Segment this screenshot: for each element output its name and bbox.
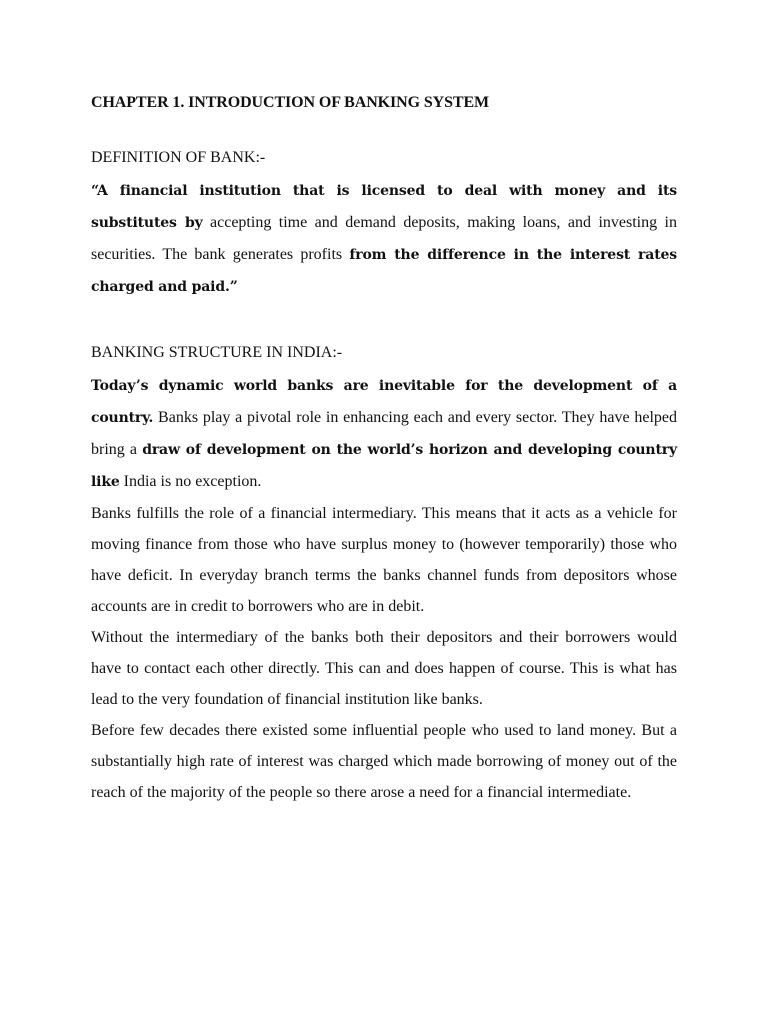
definition-text: accepting time and demand deposits, making loans, and investing in securities. The bank generates profits [91, 214, 678, 263]
definition-paragraph [91, 175, 677, 303]
structure-paragraph-4: Before few decades there existed some influential people who used to land money. But a substantially high rate of interest was charged which made borrowing of money out of the reach of the majority of the people so there arose a need for a financial intermediate. [91, 722, 677, 801]
structure-p1-text-1: Banks play a pivotal role in enhancing each and every sector. They have helped bring a [91, 409, 677, 458]
definition-bold-start: “A financial institution that is licensed to deal with money and its substitutes by [91, 183, 677, 231]
definition-bold-end: from the difference in the interest rates charged and paid.” [91, 247, 678, 295]
spacer [91, 168, 677, 175]
document-page [91, 93, 677, 808]
spacer [91, 113, 677, 148]
spacer [91, 303, 677, 343]
chapter-title: CHAPTER 1. INTRODUCTION OF BANKING SYSTEM [91, 94, 490, 111]
structure-p1-bold-1: Today’s dynamic world banks are inevitable for the development of a country. [91, 378, 677, 426]
structure-paragraph-3: Without the intermediary of the banks both their depositors and their borrowers would have to contact each other directly. This can and does happen of course. This is what has lead to the very foundation of financial institution like banks. [91, 629, 677, 708]
structure-p1-bold-2: draw of development on the world’s horizon and developing country like [91, 442, 677, 490]
structure-heading: BANKING STRUCTURE IN INDIA:- [91, 344, 343, 361]
structure-paragraph-1 [91, 370, 677, 498]
spacer [91, 363, 677, 370]
structure-paragraph-2: Banks fulfills the role of a financial intermediary. This means that it acts as a vehicle for moving finance from those who have surplus money to (however temporarily) those who have deficit. In everyday branch terms the banks channel funds from depositors whose accounts are in credit to borrowers who are in debit. [91, 505, 677, 615]
structure-p1-text-2: India is no exception. [119, 473, 262, 490]
definition-heading: DEFINITION OF BANK:- [91, 149, 266, 166]
